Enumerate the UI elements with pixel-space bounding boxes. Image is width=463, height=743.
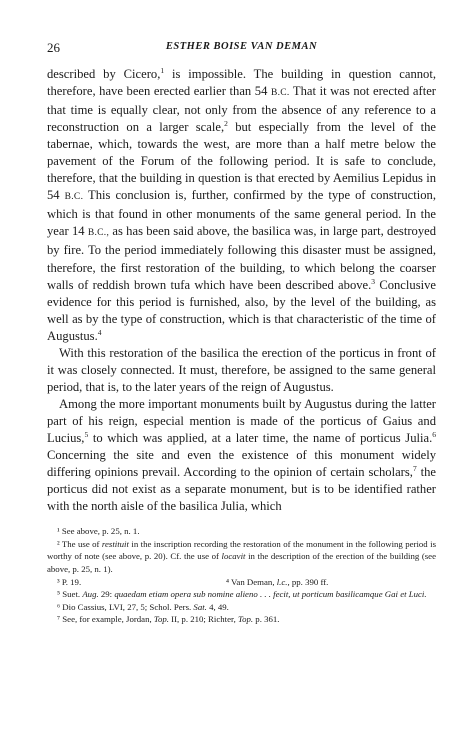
footnote-1: ¹ See above, p. 25, n. 1. (57, 526, 140, 537)
footnote-5: ⁵ Suet. Aug. 29: quaedam etiam opera sub nomine alieno . . . fecit, ut porticum basilicamque Gai et Luci. (57, 589, 427, 600)
footnote-ref-7[interactable]: 7 (412, 464, 417, 474)
body-text (47, 66, 436, 515)
paragraph-3: Among the more important monuments built by Augustus during the latter part of his reign, especial mention is made of the porticus of Gaius and Lucius,$^5$ to which was applied, at a later time, the name of porticus Julia.$^6$ Concerning the site and even the existence of this monument widely differing opinions prevail. According to the opinion of certain scholars,$^7$ the porticus did not exist as a separate monument, but is to be identified rather with the north aisle of the basilica Julia, which (47, 396, 436, 514)
footnote-ref-2[interactable]: 2 (224, 119, 228, 129)
footnote-ref-1[interactable]: 1 (160, 66, 165, 75)
footnote-6: ⁶ Dio Cassius, LVI, 27, 5; Schol. Pers. Sat. 4, 49. (57, 601, 229, 612)
footnote-4: ⁴ Van Deman, l.c., pp. 390 ff. (225, 576, 329, 587)
footnote-ref-5[interactable]: 5 (84, 429, 89, 439)
footnote-row-3-4 (47, 576, 436, 589)
footnote-ref-6[interactable]: 6 (432, 429, 436, 439)
footnote-ref-4[interactable]: 4 (97, 327, 102, 337)
paragraph-2: With this restoration of the basilica the erection of the porticus in front of it was closely connected. It must, therefore, be assigned to the same general period, that is, to the later years of the reign of Augustus. (47, 345, 436, 394)
footnote-7: ⁷ See, for example, Jordan, Top. II, p. 210; Richter, Top. p. 361. (57, 614, 280, 625)
page-number: 26 (47, 40, 60, 55)
page-header (47, 40, 436, 58)
footnotes (47, 525, 436, 626)
footnote-2: ² The use of restituit in the inscription recording the restoration of the monument in the following period is worthy of note (see above, p. 20). Cf. the use of locavit in the description of the erection of the building (see above, p. 25, n. 1). (47, 538, 436, 574)
footnote-3: ³ P. 19. (57, 576, 82, 587)
paragraph-1: described by Cicero,$^1$ is impossible. The building in question cannot, therefore, have been erected earlier than 54 B.C. That it was not erected after that time is equally clear, not only from the absence of any reference to a reconstruction on a larger scale,$^2$ but especially from the level of the tabernae, which, towards the west, are more than a half metre below the pavement of the Forum of the following period. It is safe to conclude, therefore, that the building in question is that erected by Aemilius Lepidus in 54 B.C. This conclusion is, further, confirmed by the type of construction, which is that found in other monuments of the same general period. In the year 14 B.C., as has been said above, the basilica was, in large part, destroyed by fire. To the period immediately following this disaster must be assigned, therefore, the first restoration of the building, to which belong the coarser walls of reddish brown tufa which have been described above.$^3$ Conclusive evidence for this period is furnished, also, by the level of the building, as well as by the type of construction, which is that characteristic of the time of Augustus.$^4$ (47, 66, 437, 343)
footnote-ref-3[interactable]: 3 (371, 276, 376, 286)
book-page (47, 40, 436, 626)
running-head: ESTHER BOISE VAN DEMAN (165, 41, 318, 52)
